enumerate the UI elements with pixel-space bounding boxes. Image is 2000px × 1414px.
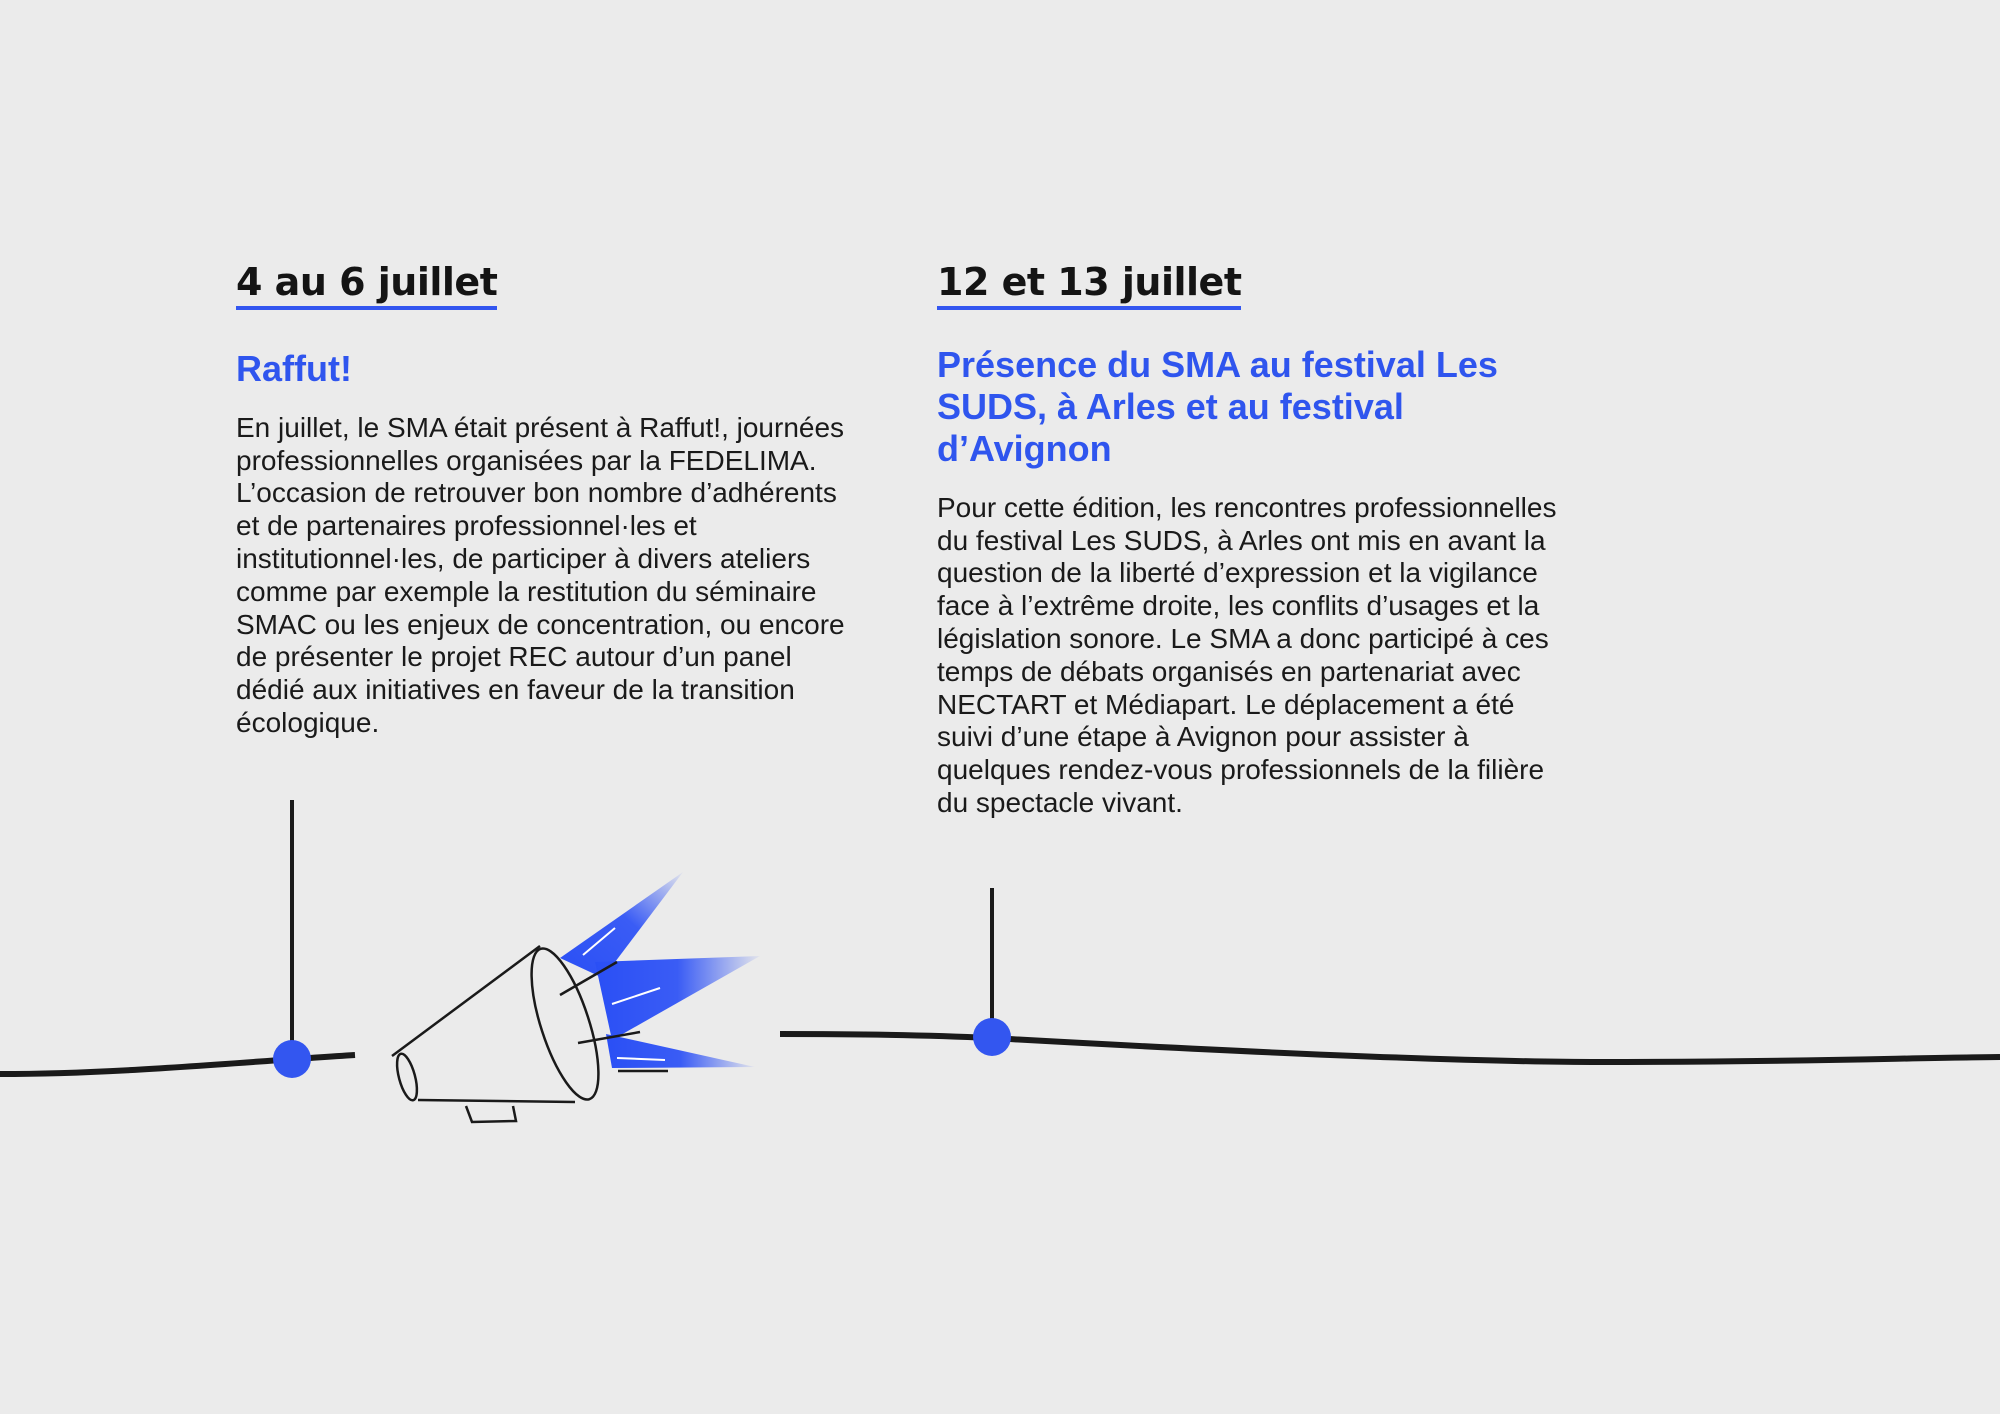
timeline-marker-2 (973, 1018, 1011, 1056)
event-description: En juillet, le SMA était présent à Raffut!, journées professionnelles organisées par la FEDELIMA. L’occasion de retrouver bon nombre d’adhérents et de partenaires professionnel·les et institutionnel·les, de participer à divers ateliers comme par exemple la restitution du séminaire SMAC ou les enjeux de concentration, ou encore de présenter le projet REC autour d’un panel dédié aux initiatives en faveur de la transition écologique. (236, 411, 845, 738)
timeline-marker-1 (273, 1040, 311, 1078)
timeline-line-right (780, 1034, 2000, 1062)
event-title: Raffut! (236, 347, 352, 389)
event-title: Présence du SMA au festival Les SUDS, à Arles et au festival d’Avignon (937, 343, 1498, 469)
megaphone-icon (392, 872, 760, 1122)
event-date: 4 au 6 juillet (236, 262, 497, 310)
event-date: 12 et 13 juillet (937, 262, 1241, 310)
event-description: Pour cette édition, les rencontres professionnelles du festival Les SUDS, à Arles ont mis en avant la question de la liberté d’expression et la vigilance face à l’extrême droite, les conflits d’usages et la législation sonore. Le SMA a donc participé à ces temps de débats organisés en partenariat avec NECTART et Médiapart. Le déplacement a été suivi d’une étape à Avignon pour assister à quelques rendez-vous professionnels de la filière du spectacle vivant. (937, 491, 1557, 818)
